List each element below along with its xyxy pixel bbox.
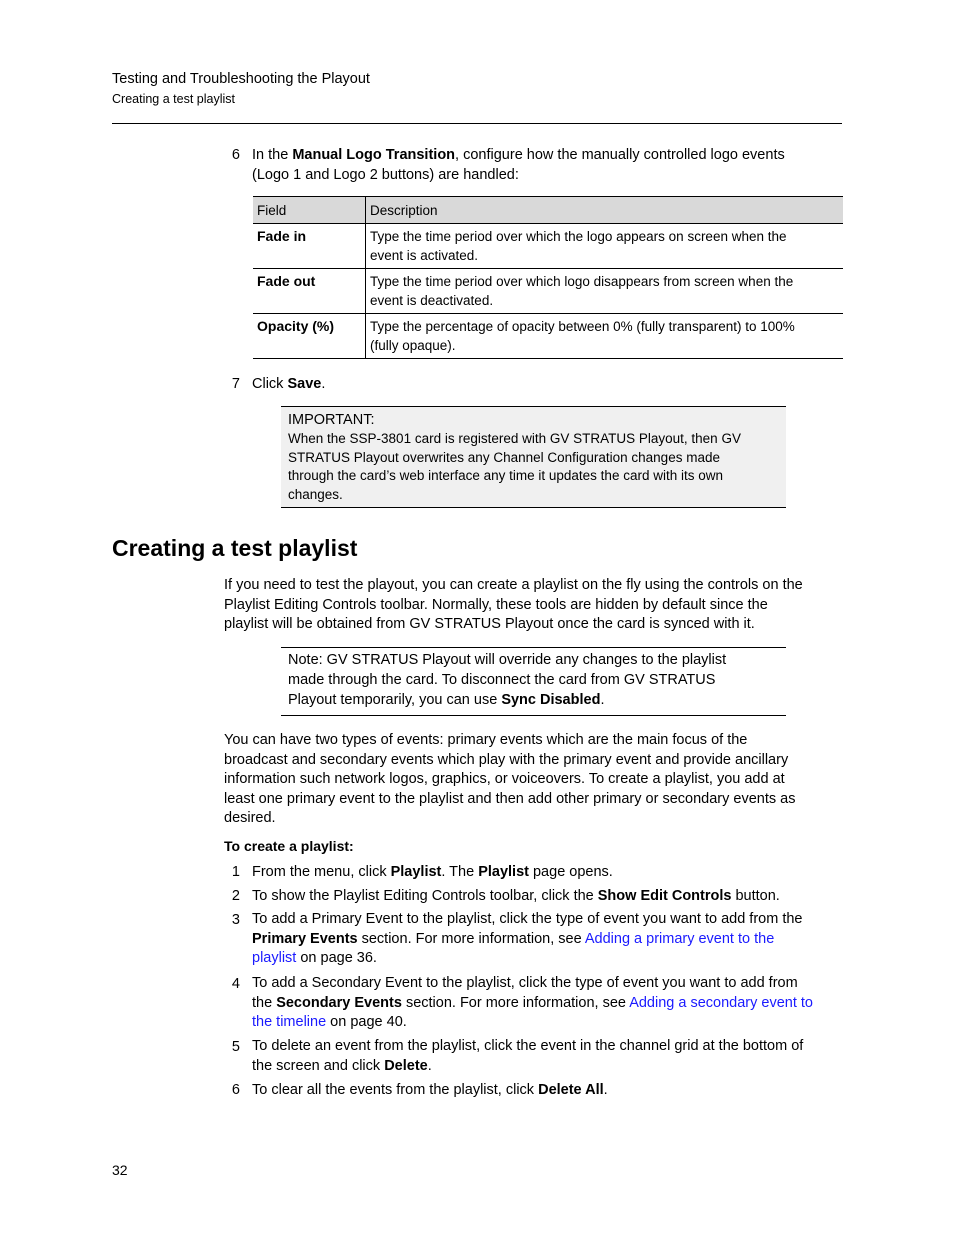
step-text: [252, 1080, 608, 1100]
note-text: Playout temporarily, you can use: [288, 692, 502, 708]
step-text-part: the: [252, 994, 277, 1011]
procedure-step-2: [224, 886, 844, 906]
intro-paragraph: [224, 576, 844, 635]
step-text-part: section. For more information, see: [401, 994, 630, 1011]
note-callout: [281, 647, 786, 716]
step-text-part: page opens.: [528, 864, 613, 880]
step-text: [252, 1037, 803, 1076]
important-line: changes.: [288, 486, 343, 502]
sync-disabled-term: Sync Disabled: [501, 692, 601, 708]
important-label: IMPORTANT:: [288, 412, 375, 428]
description-line: Type the time period over which logo disappears from screen when the: [370, 274, 794, 289]
step-text-suffix: , configure how the manually controlled logo events: [455, 147, 785, 163]
procedure-step-6: [224, 1080, 844, 1100]
step-text-part: To add a Primary Event to the playlist, click the type of event you want to add from the: [252, 911, 803, 927]
step-number: 6: [231, 1082, 240, 1098]
field-description: [366, 314, 844, 359]
step-text-line2: (Logo 1 and Logo 2 buttons) are handled:: [252, 167, 519, 183]
step-text: [252, 886, 780, 906]
step-number: 5: [231, 1039, 240, 1055]
manual-logo-transition-term: Manual Logo Transition: [292, 147, 456, 163]
paragraph-line: least one primary event to the playlist and then add other primary or secondary events as: [224, 790, 796, 807]
save-term: Save: [287, 376, 322, 392]
step-text: [252, 862, 613, 882]
step-number: 1: [231, 864, 240, 880]
table-header-row: [253, 197, 843, 224]
table-row: [253, 269, 843, 314]
secondary-events-term: Secondary Events: [276, 994, 402, 1011]
step-number: 4: [231, 976, 240, 992]
adding-primary-event-link[interactable]: Adding a primary event to the: [584, 930, 775, 947]
paragraph-line: broadcast and secondary events which play with the primary event and provide ancillary: [224, 751, 789, 768]
note-line: made through the card. To disconnect the card from GV STRATUS: [288, 672, 716, 688]
step-number: 3: [231, 912, 240, 928]
show-edit-controls-term: Show Edit Controls: [597, 888, 732, 904]
page-number: 32: [112, 1162, 128, 1178]
paragraph-line: You can have two types of events: primary events which are the main focus of the: [224, 732, 748, 748]
procedure-step-1: [224, 862, 844, 882]
step-7: [224, 374, 844, 394]
step-text-part: To show the Playlist Editing Controls toolbar, click the: [252, 888, 598, 904]
step-text-part: To delete an event from the playlist, click the event in the channel grid at the bottom of: [252, 1038, 804, 1054]
column-header-description: Description: [366, 197, 844, 224]
step-text-part: From the menu, click: [252, 864, 391, 880]
paragraph-line: playlist will be obtained from GV STRATUS Playout once the card is synced with it.: [224, 616, 755, 633]
logo-transition-table: [253, 196, 843, 359]
step-text: [252, 974, 813, 1033]
step-text-part: on page 36.: [296, 950, 377, 967]
important-callout: [281, 406, 786, 508]
important-body: [288, 430, 779, 504]
step-text-part: section. For more information, see: [357, 930, 585, 947]
procedure-step-4: [224, 974, 844, 1034]
note-line: [288, 690, 779, 710]
description-line: (fully opaque).: [370, 338, 456, 353]
step-number: 2: [231, 888, 240, 904]
step-text-part: on page 40.: [326, 1014, 407, 1031]
adding-secondary-event-link-cont[interactable]: the timeline: [252, 1014, 327, 1031]
step-text-part: button.: [731, 888, 780, 904]
step-6: [224, 145, 844, 185]
step-text-part: . The: [441, 864, 479, 880]
paragraph-line: desired.: [224, 810, 276, 827]
field-description: [366, 269, 844, 314]
column-header-field: Field: [253, 197, 366, 224]
section-heading: Creating a test playlist: [112, 535, 358, 561]
step-text: [252, 910, 802, 969]
note-text: .: [600, 692, 605, 708]
step-text-prefix: Click: [252, 376, 288, 392]
table-row: [253, 314, 843, 359]
step-text-part: .: [603, 1082, 608, 1098]
delete-term: Delete: [384, 1057, 428, 1074]
important-line: STRATUS Playout overwrites any Channel Configuration changes made: [288, 449, 720, 465]
procedure-step-5: [224, 1037, 844, 1077]
step-text: [252, 145, 785, 185]
important-line: through the card’s web interface any time it updates the card with its own: [288, 468, 723, 484]
step-text-part: To add a Secondary Event to the playlist, click the type of event you want to add from: [252, 975, 798, 991]
delete-all-term: Delete All: [538, 1082, 604, 1098]
primary-events-term: Primary Events: [252, 930, 358, 947]
step-text-prefix: In the: [252, 147, 293, 163]
step-text-part: .: [427, 1057, 432, 1074]
field-name: Opacity (%): [253, 314, 366, 359]
running-header-subtitle: Creating a test playlist: [112, 92, 235, 106]
note-line: Note: GV STRATUS Playout will override any changes to the playlist: [288, 652, 727, 668]
adding-primary-event-link-cont[interactable]: playlist: [252, 950, 297, 967]
step-text-part: To clear all the events from the playlist, click: [252, 1082, 539, 1098]
field-description: [366, 224, 844, 269]
description-line: Type the time period over which the logo appears on screen when the: [370, 229, 787, 244]
procedure-title: To create a playlist:: [224, 838, 354, 854]
step-text-suffix: .: [321, 376, 326, 392]
description-line: Type the percentage of opacity between 0% (fully transparent) to 100%: [370, 319, 795, 334]
table-row: [253, 224, 843, 269]
playlist-menu-term: Playlist: [390, 864, 442, 880]
events-paragraph: [224, 731, 844, 829]
field-name: Fade out: [253, 269, 366, 314]
description-line: event is deactivated.: [370, 293, 494, 308]
step-number: 6: [231, 147, 240, 163]
step-text-part: the screen and click: [252, 1057, 385, 1074]
adding-secondary-event-link[interactable]: Adding a secondary event to: [629, 994, 813, 1011]
important-line: When the SSP-3801 card is registered with GV STRATUS Playout, then GV: [288, 431, 741, 446]
step-number: 7: [231, 376, 240, 392]
procedure-step-3: [224, 910, 844, 970]
paragraph-line: If you need to test the playout, you can create a playlist on the fly using the controls on the: [224, 577, 803, 593]
paragraph-line: Playlist Editing Controls toolbar. Normally, these tools are hidden by default since the: [224, 596, 768, 613]
playlist-page-term: Playlist: [478, 864, 529, 880]
running-header-title: Testing and Troubleshooting the Playout: [112, 71, 370, 87]
header-divider: [112, 123, 842, 124]
paragraph-line: information such network logos, graphics, or voiceovers. To create a playlist, you add at: [224, 771, 785, 788]
description-line: event is activated.: [370, 248, 479, 263]
field-name: Fade in: [253, 224, 366, 269]
step-text: [252, 374, 325, 394]
